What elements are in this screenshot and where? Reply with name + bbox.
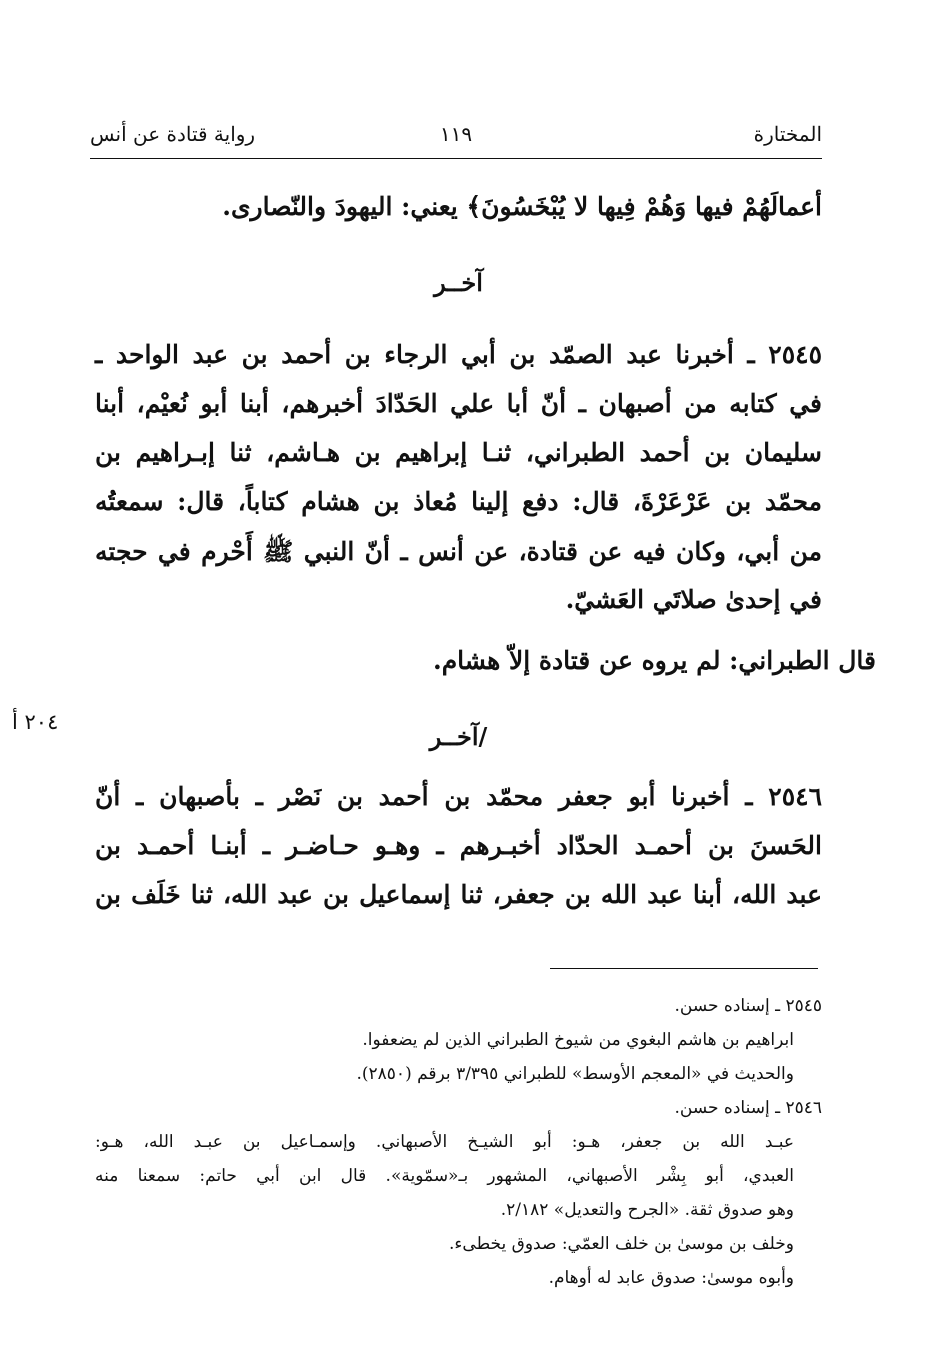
hadith-line: سليمان بن أحمد الطبراني، ثنـا إبراهيم بن هـاشم، ثنا إبـراهيم بن xyxy=(95,438,822,467)
opening-line: أعمالَهُمْ فيها وَهُمْ فِيها لا يُبْخَسُونَ﴾ يعني: اليهودَ والنّصارى. xyxy=(222,192,822,221)
footnote-line: وأبوه موسىٰ: صدوق عابد له أوهام. xyxy=(548,1268,794,1288)
header-rule xyxy=(90,158,822,159)
book-title: المختارة xyxy=(753,122,822,146)
footnote-line: العبدي، أبو بِشْر الأصبهاني، المشهور بـ«سمّوية». قال ابن أبي حاتم: سمعنا منه xyxy=(95,1166,794,1186)
footnote-line: وهو صدوق ثقة. «الجرح والتعديل» ٢/١٨٢. xyxy=(500,1200,794,1220)
hadith-line: عبد الله، أبنا عبد الله بن جعفر، ثنا إسماعيل بن عبد الله، ثنا خَلَف بن xyxy=(95,880,822,909)
footnote-line: والحديث في «المعجم الأوسط» للطبراني ٣/٣٩٥ برقم (٢٨٥٠). xyxy=(356,1064,794,1084)
footnote-line: وخلف بن موسىٰ بن خلف العمّي: صدوق يخطىء. xyxy=(449,1234,794,1254)
hadith-line: في كتابه من أصبهان ـ أنّ أبا علي الحَدّادَ أخبرهم، أبنا أبو نُعيْم، أبنا xyxy=(95,389,822,418)
footnote-line: عبـد الله بن جعفر، هـو: أبو الشيـخ الأصبهاني. وإسمـاعيل بن عبـد الله، هـو: xyxy=(95,1132,794,1152)
hadith-line: في إحدىٰ صلاتَي العَشيّ. xyxy=(565,585,822,614)
margin-folio-ref: ٢٠٤ أ xyxy=(12,710,59,734)
section-heading-2: /آخــر xyxy=(429,722,488,751)
hadith-line: من أبي، وكان فيه عن قتادة، عن أنس ـ أنّ النبي ﷺ أَحْرم في حجته xyxy=(95,537,822,566)
footnote-2545-heading: ٢٥٤٥ ـ إسناده حسن. xyxy=(674,996,822,1016)
footnote-rule xyxy=(550,968,818,969)
hadith-line: ٢٥٤٥ ـ أخبرنا عبد الصمّد بن أبي الرجاء بن أحمد بن عبد الواحد ـ xyxy=(95,340,822,369)
footnote-line: ابراهيم بن هاشم البغوي من شيوخ الطبراني الذين لم يضعفوا. xyxy=(362,1030,794,1050)
tabarani-note: قال الطبراني: لم يروه عن قتادة إلاّ هشام. xyxy=(433,646,876,675)
page-number: ١١٩ xyxy=(439,122,473,146)
hadith-line: محمّد بن عَرْعَرْةَ، قال: دفع إلينا مُعاذ بن هشام كتاباً، قال: سمعتُه xyxy=(95,487,822,516)
chapter-title: رواية قتادة عن أنس xyxy=(90,122,256,146)
footnote-2546-heading: ٢٥٤٦ ـ إسناده حسن. xyxy=(674,1098,822,1118)
running-header xyxy=(90,122,822,156)
section-heading: آخــر xyxy=(434,268,483,297)
hadith-line: الحَسنَ بن أحمـد الحدّاد أخبـرهم ـ وهـو حـاضـر ـ أبنـا أحمـد بن xyxy=(95,831,822,860)
hadith-line: ٢٥٤٦ ـ أخبرنا أبو جعفر محمّد بن أحمد بن نَصْر ـ بأصبهان ـ أنّ xyxy=(95,782,822,811)
